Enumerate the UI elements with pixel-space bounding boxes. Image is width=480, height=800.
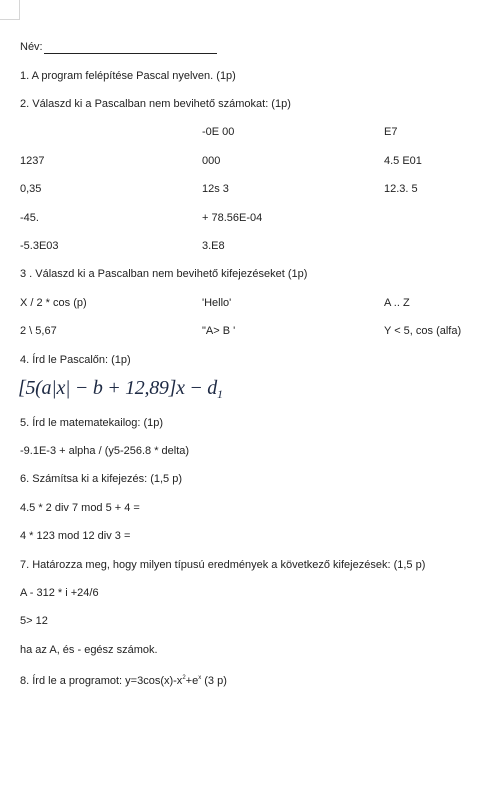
q8-mid: +e: [185, 675, 199, 687]
question-7-note: ha az A, és - egész számok.: [20, 644, 158, 656]
q8-suffix: (3 p): [201, 675, 227, 687]
name-blank-line: [44, 42, 217, 54]
question-5-expression: -9.1E-3 + alpha / (y5-256.8 * delta): [20, 445, 190, 457]
q8-superscript-x: x: [198, 675, 202, 681]
q2-cell: 4.5 E01: [384, 155, 422, 167]
question-8: [20, 671, 227, 688]
formula-subscript: 1: [216, 387, 223, 401]
q2-cell: 000: [202, 155, 221, 167]
question-6-expression-1: 4.5 * 2 div 7 mod 5 + 4 =: [20, 502, 140, 514]
question-2-title: 2. Válaszd ki a Pascalban nem bevihető számokat: (1p): [20, 98, 291, 110]
q2-cell: + 78.56E-04: [202, 212, 263, 224]
q2-cell: E7: [384, 126, 398, 138]
math-formula: [18, 377, 223, 402]
q2-cell: 3.E8: [202, 240, 225, 252]
question-7-expression-2: 5> 12: [20, 615, 48, 627]
q3-cell: 2 \ 5,67: [20, 325, 57, 337]
q2-cell: 12.3. 5: [384, 183, 418, 195]
q2-cell: 1237: [20, 155, 45, 167]
question-1: 1. A program felépítése Pascal nyelven. (1p): [20, 70, 236, 82]
q2-cell: -45.: [20, 212, 39, 224]
page-corner-mark: [0, 0, 20, 20]
question-6-expression-2: 4 * 123 mod 12 div 3 =: [20, 530, 131, 542]
q3-cell: X / 2 * cos (p): [20, 297, 87, 309]
question-3-title: 3 . Válaszd ki a Pascalban nem bevihető kifejezéseket (1p): [20, 268, 308, 280]
name-label: Név:: [20, 41, 43, 53]
question-4-title: 4. Írd le Pascalőn: (1p): [20, 354, 131, 366]
q3-cell: A .. Z: [384, 297, 410, 309]
question-5-title: 5. Írd le matematekailog: (1p): [20, 417, 164, 429]
question-6-title: 6. Számítsa ki a kifejezés: (1,5 p): [20, 473, 183, 485]
q2-cell: 12s 3: [202, 183, 229, 195]
q3-cell: 'Hello': [202, 297, 232, 309]
q3-cell: Y < 5, cos (alfa): [384, 325, 462, 337]
q2-cell: -0E 00: [202, 126, 235, 138]
formula-main: [5(a|x| − b + 12,89]x − d: [18, 377, 217, 399]
q3-cell: "A> B ': [202, 325, 236, 337]
question-7-title: 7. Határozza meg, hogy milyen típusú eredmények a következő kifejezések: (1,5 p): [20, 559, 426, 571]
q2-cell: 0,35: [20, 183, 42, 195]
question-7-expression-1: A - 312 * i +24/6: [20, 587, 99, 599]
q8-superscript-2: 2: [182, 675, 186, 681]
q8-prefix: 8. Írd le a programot: y=3cos(x)-x: [20, 675, 183, 687]
q2-cell: -5.3E03: [20, 240, 59, 252]
name-field: [20, 40, 217, 54]
